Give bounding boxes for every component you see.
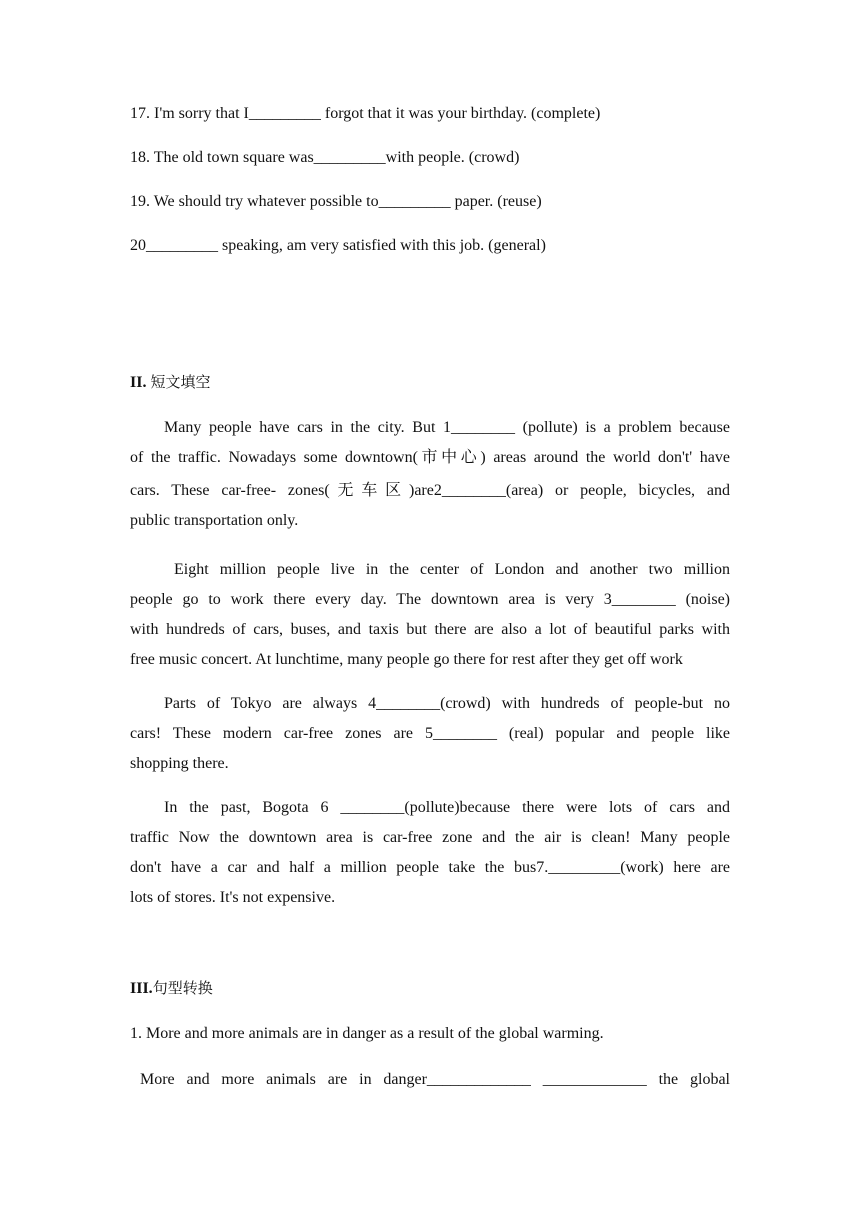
- section-3-title: 句型转换: [152, 979, 213, 997]
- section-2-heading: [130, 371, 210, 392]
- paragraph-line: public transportation only.: [130, 512, 299, 529]
- transform-item-1: 1. More and more animals are in danger as a result of the global warming.: [130, 1025, 604, 1042]
- exercise-20: 20_________ speaking, am very satisfied with this job. (general): [130, 237, 546, 254]
- paragraph-line: don't have a car and half a million people take the bus7._________(work) here are: [130, 859, 730, 876]
- paragraph-1: [130, 413, 730, 536]
- paragraph-line: lots of stores. It's not expensive.: [130, 889, 336, 906]
- paragraph-3: [130, 689, 730, 779]
- paragraph-line: Many people have cars in the city. But 1________ (pollute) is a problem because: [164, 419, 730, 436]
- paragraph-line: Parts of Tokyo are always 4________(crowd) with hundreds of people-but no: [164, 695, 730, 712]
- paragraph-line: traffic Now the downtown area is car-free zone and the air is clean! Many people: [130, 829, 730, 846]
- paragraph-line: people go to work there every day. The downtown area is very 3________ (noise): [130, 591, 730, 608]
- paragraph-line: cars! These modern car-free zones are 5________ (real) popular and people like: [130, 725, 730, 742]
- paragraph-line: free music concert. At lunchtime, many people go there for rest after they get off work: [130, 651, 683, 668]
- paragraph-line: Eight million people live in the center of London and another two million: [174, 561, 730, 578]
- paragraph-2: [130, 555, 730, 675]
- paragraph-line: shopping there.: [130, 755, 229, 772]
- section-2-number: II.: [130, 374, 147, 391]
- exercise-18: 18. The old town square was_________with people. (crowd): [130, 149, 520, 166]
- transform-item-1-rewrite: [140, 1065, 730, 1095]
- paragraph-line: In the past, Bogota 6 ________(pollute)because there were lots of cars and: [164, 799, 730, 816]
- section-2-title: 短文填空: [150, 373, 211, 391]
- paragraph-line: with hundreds of cars, buses, and taxis but there are also a lot of beautiful parks with: [130, 621, 730, 638]
- paragraph-line: cars. These car-free- zones(无车区)are2________(area) or people, bicycles, and: [130, 482, 730, 499]
- paragraph-line: More and more animals are in danger_____________ _____________ the global: [140, 1071, 730, 1088]
- paragraph-4: [130, 793, 730, 913]
- section-3-number: III.: [130, 980, 153, 997]
- exercise-17: 17. I'm sorry that I_________ forgot that it was your birthday. (complete): [130, 105, 601, 122]
- paragraph-line: of the traffic. Nowadays some downtown(市中心) areas around the world don't' have: [130, 449, 730, 466]
- section-3-heading: [130, 977, 213, 998]
- exercise-19: 19. We should try whatever possible to_________ paper. (reuse): [130, 193, 542, 210]
